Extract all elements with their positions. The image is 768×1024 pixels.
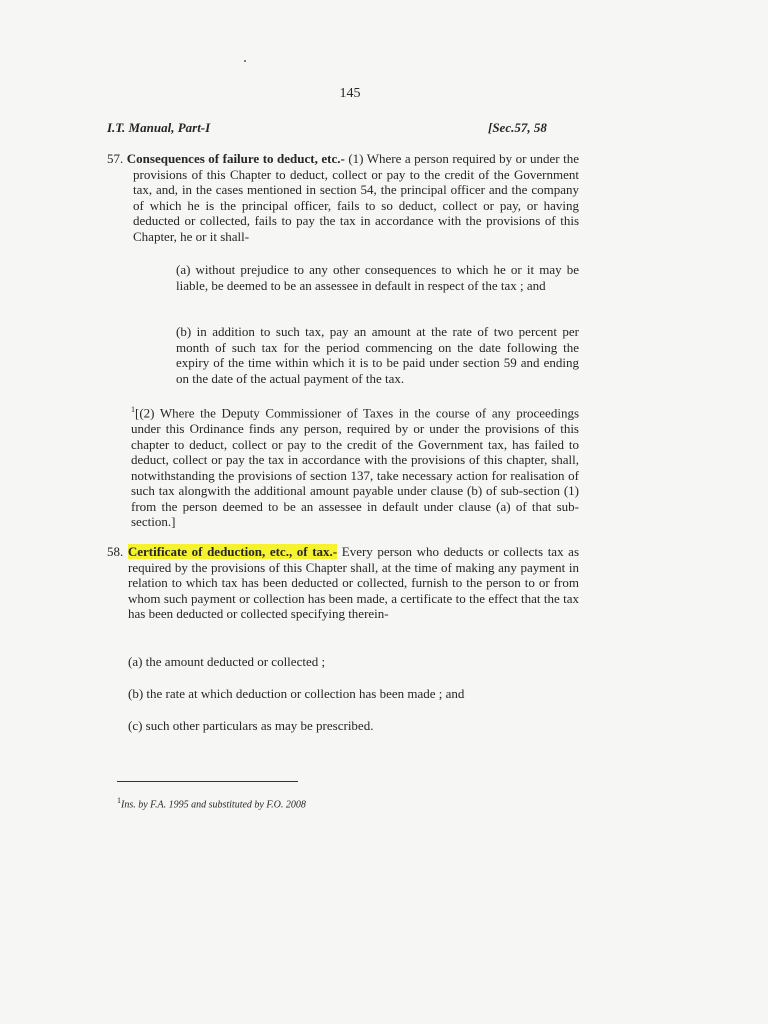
scan-speck [244, 60, 246, 62]
section-58-number: 58. [107, 544, 124, 559]
section-57-subsection-2 [131, 402, 579, 530]
footnote [117, 796, 306, 810]
section-57-number: 57. [107, 151, 124, 166]
section-58-paragraph [107, 544, 579, 622]
footnote-marker: 1 [117, 796, 121, 805]
footnote-reference: 1 [131, 405, 135, 414]
section-57-body: (1) Where a person required by or under the provisions of this Chapter to deduct, collect or pay to the credit of the Government tax, and, in the cases mentioned in section 54, the principal officer and the company of which he is the principal officer, fails to so deduct, collect or pay, or having deducted or collected, fails to pay the tax in accordance with the provisions of this Chapter, he or it shall- [133, 151, 579, 244]
section-57-paragraph [107, 151, 579, 245]
section-57-heading: Consequences of failure to deduct, etc.- [126, 151, 345, 166]
section-58-item-a: (a) the amount deducted or collected ; [128, 654, 326, 669]
section-58-body: Every person who deducts or collects tax as required by the provisions of this Chapter shall, at the time of making any payment in relation to which tax has been deducted or collected, furnish to the person to or from whom such payment or collection has been made, a certificate to the effect that the tax has been deducted or collected specifying therein- [128, 544, 580, 622]
section-58-item-b: (b) the rate at which deduction or collection has been made ; and [128, 686, 465, 701]
section-57-clause-b: (b) in addition to such tax, pay an amount at the rate of two percent per month of such tax for the period commencing on the date following the expiry of the time within which it is to be paid under section 59 and ending on the date of the actual payment of the tax. [176, 324, 579, 386]
footnote-divider [117, 781, 298, 782]
running-header-right: [Sec.57, 58 [488, 120, 547, 135]
running-header-left: I.T. Manual, Part-I [107, 120, 211, 135]
section-58-heading-highlighted: Certificate of deduction, etc., of tax.- [127, 544, 338, 559]
section-57-clause-a: (a) without prejudice to any other consequences to which he or it may be liable, be deemed to be an assessee in default in respect of the tax ; and [176, 262, 579, 293]
subsection-2-text: [(2) Where the Deputy Commissioner of Taxes in the course of any proceedings under this Ordinance finds any person, required by or under the provisions of this chapter to deduct, collect or pay to the credit of the Government tax, has failed to deduct, collect or pay the tax in accordance with the provisions of this chapter, shall, notwithstanding the provisions of section 137, take necessary action for realisation of such tax alongwith the additional amount payable under clause (b) of sub-section (1) from the person deemed to be an assessee in default under clause (a) of that sub-section.] [131, 405, 579, 530]
section-58-item-c: (c) such other particulars as may be prescribed. [128, 718, 374, 733]
footnote-text: Ins. by F.A. 1995 and substituted by F.O. 2008 [121, 799, 306, 811]
page-number: 145 [339, 86, 361, 101]
